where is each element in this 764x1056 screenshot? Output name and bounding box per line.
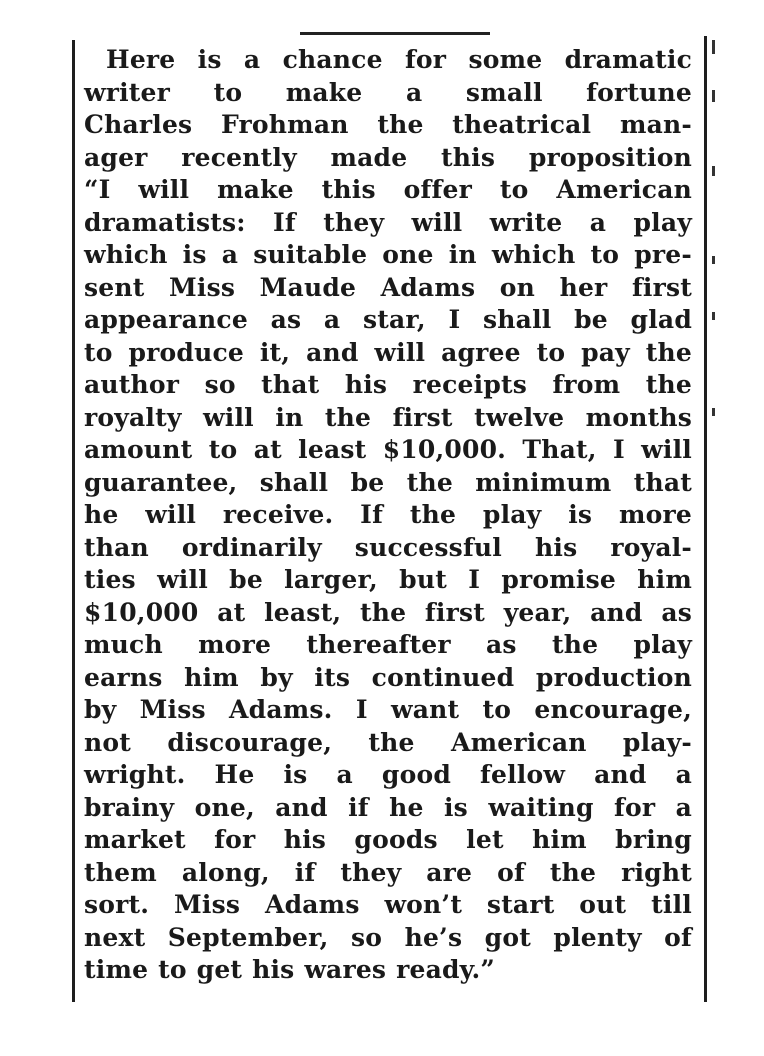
right-column-rule	[704, 36, 707, 1002]
article-line: by Miss Adams. I want to encourage,	[84, 695, 692, 724]
edge-mark	[712, 408, 715, 416]
article-line: earns him by its continued production	[84, 662, 692, 692]
edge-mark	[712, 166, 715, 176]
left-column-rule	[72, 40, 75, 1002]
article-line: ties will be larger, but I promise him	[84, 565, 692, 594]
edge-mark	[712, 90, 715, 102]
article-body	[84, 44, 692, 987]
article-line: not discourage, the American play-	[84, 727, 692, 757]
article-line: brainy one, and if he is waiting for a	[84, 792, 692, 822]
article-line: he will receive. If the play is more	[84, 500, 692, 529]
article-line: guarantee, shall be the minimum that	[84, 467, 692, 497]
article-line: $10,000 at least, the first year, and as	[84, 597, 692, 627]
article-line: much more thereafter as the play	[84, 630, 692, 659]
edge-mark	[712, 312, 715, 320]
article-line: which is a suitable one in which to pre-	[84, 240, 692, 269]
adjacent-column-edge	[710, 36, 730, 1006]
article-line: Charles Frohman the theatrical man-	[84, 110, 692, 139]
article-line: than ordinarily successful his royal-	[84, 532, 692, 562]
article-line: royalty will in the first twelve months	[84, 402, 692, 432]
article-line: market for his goods let him bring	[84, 825, 692, 854]
article-line: Here is a chance for some dramatic	[106, 45, 692, 74]
edge-mark	[712, 40, 715, 54]
article-line: author so that his receipts from the	[84, 370, 692, 399]
edge-mark	[712, 256, 715, 264]
article-line: sent Miss Maude Adams on her first	[84, 272, 692, 302]
article-line: next September, so he’s got plenty of	[84, 922, 692, 952]
article-line: them along, if they are of the right	[84, 857, 692, 887]
article-line: “I will make this offer to American	[84, 175, 692, 204]
article-line: wright. He is a good fellow and a	[84, 760, 692, 789]
article-line: to produce it, and will agree to pay the	[84, 337, 692, 367]
article-line: amount to at least $10,000. That, I will	[84, 435, 692, 464]
article-line: sort. Miss Adams won’t start out till	[84, 890, 692, 919]
top-column-rule	[300, 32, 490, 35]
article-line: ager recently made this proposition	[84, 142, 692, 172]
article-line: appearance as a star, I shall be glad	[84, 305, 692, 334]
article-line: dramatists: If they will write a play	[84, 207, 692, 237]
article-line: time to get his wares ready.”	[84, 955, 495, 984]
article-line: writer to make a small fortune	[84, 77, 692, 107]
